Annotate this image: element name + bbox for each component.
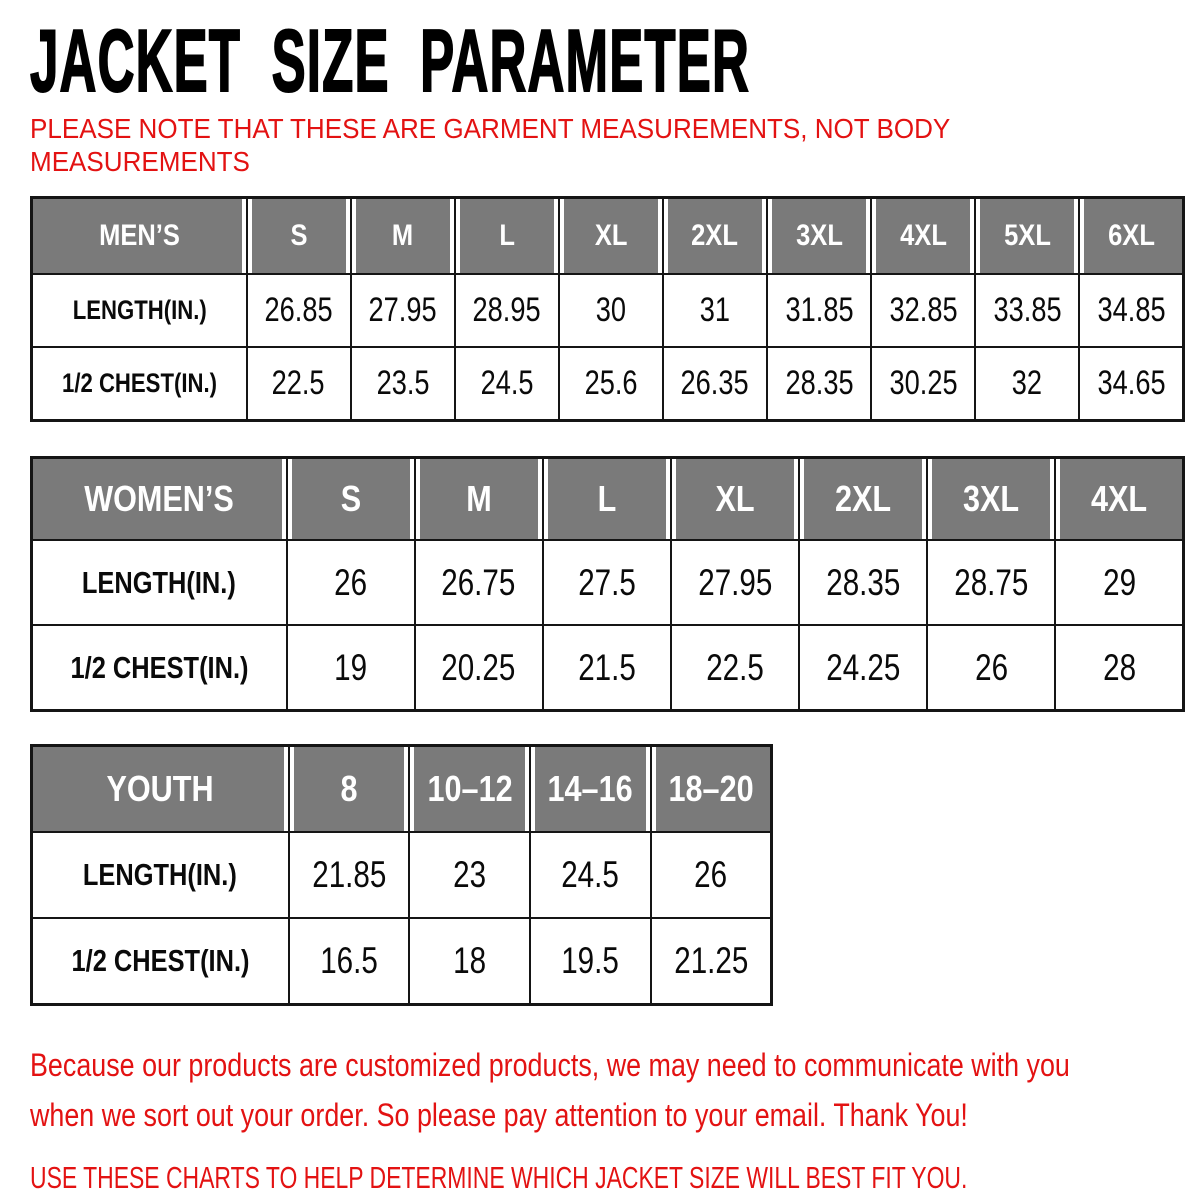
measurement-value-text: 28.35: [785, 364, 854, 402]
size-label-text: 18–20: [668, 768, 754, 809]
size-column-header: [927, 458, 1055, 541]
row-label-text: 1/2 CHEST(IN.): [71, 943, 250, 978]
row-label-cell: [32, 918, 289, 1005]
measurement-value-text: 25.6: [584, 364, 638, 402]
measurement-value-text: 22.5: [272, 364, 326, 402]
measurement-value-cell: [455, 347, 559, 421]
size-label-text: XL: [715, 478, 755, 519]
table-group-label: [32, 198, 247, 275]
size-column-header: [543, 458, 671, 541]
note-line-1: PLEASE NOTE THAT THESE ARE GARMENT MEASUREMENTS, NOT BODY: [30, 113, 951, 144]
measurement-value-text: 26.75: [441, 561, 516, 603]
chart-usage-note: USE THESE CHARTS TO HELP DETERMINE WHICH JACKET SIZE WILL BEST FIT YOU.: [30, 1160, 968, 1195]
group-label-text: WOMEN’S: [84, 478, 235, 519]
size-label-text: 10–12: [427, 768, 513, 809]
measurement-value-cell: [799, 540, 927, 625]
measurement-value-text: 23: [453, 854, 487, 895]
measurement-value-cell: [767, 274, 871, 347]
measurement-value-cell: [1079, 347, 1183, 421]
table-header-row: [32, 198, 1184, 275]
measurement-value-text: 29: [1102, 561, 1136, 603]
measurement-row: [32, 540, 1184, 625]
measurement-value-text: 31.85: [785, 291, 854, 329]
size-table-womens: [30, 456, 1185, 712]
size-column-header: [871, 198, 975, 275]
group-label-text: YOUTH: [106, 768, 214, 809]
row-label-cell: [32, 347, 247, 421]
measurement-value-text: 27.95: [697, 561, 773, 603]
measurement-value-cell: [530, 832, 651, 918]
size-column-header: [767, 198, 871, 275]
measurement-value-text: 27.5: [578, 561, 636, 603]
size-column-header: [415, 458, 543, 541]
measurement-value-cell: [409, 918, 530, 1005]
measurement-value-text: 26: [694, 854, 728, 895]
page-title: JACKET SIZE PARAMETER: [30, 11, 750, 110]
measurement-value-text: 20.25: [441, 646, 516, 688]
row-label-text: LENGTH(IN.): [82, 564, 237, 600]
measurement-value-cell: [927, 540, 1055, 625]
measurement-value-cell: [559, 347, 663, 421]
row-label-text: LENGTH(IN.): [72, 295, 207, 325]
measurement-value-cell: [409, 832, 530, 918]
measurement-value-cell: [1055, 540, 1183, 625]
measurement-value-cell: [287, 625, 415, 711]
size-label-text: 6XL: [1107, 219, 1155, 252]
measurement-value-cell: [651, 832, 772, 918]
measurement-value-cell: [455, 274, 559, 347]
measurement-value-text: 26: [334, 561, 368, 603]
table-group-label: [32, 458, 287, 541]
size-label-text: 2XL: [835, 478, 892, 519]
size-label-text: L: [597, 478, 617, 519]
row-label-cell: [32, 832, 289, 918]
table-header-row: [32, 746, 772, 833]
size-column-header: [651, 746, 772, 833]
measurement-value-cell: [871, 347, 975, 421]
measurement-value-cell: [799, 625, 927, 711]
size-column-header: [975, 198, 1079, 275]
measurement-value-text: 21.25: [673, 940, 748, 981]
measurement-value-text: 31: [699, 291, 731, 329]
table-header-row: [32, 458, 1184, 541]
measurement-value-cell: [671, 625, 799, 711]
measurement-value-text: 21.5: [578, 646, 636, 688]
size-table-youth: [30, 744, 773, 1006]
measurement-row: [32, 347, 1184, 421]
measurement-value-text: 30: [595, 291, 627, 329]
measurement-value-text: 19: [334, 646, 368, 688]
measurement-value-cell: [530, 918, 651, 1005]
size-label-text: XL: [594, 219, 628, 252]
measurement-value-cell: [663, 274, 767, 347]
measurement-value-cell: [1079, 274, 1183, 347]
measurement-value-cell: [289, 832, 410, 918]
size-column-header: [287, 458, 415, 541]
measurement-value-text: 33.85: [993, 291, 1062, 329]
measurement-value-text: 28.95: [472, 291, 541, 329]
measurement-value-text: 30.25: [889, 364, 958, 402]
measurement-value-text: 24.5: [480, 364, 534, 402]
measurement-value-cell: [543, 625, 671, 711]
size-column-header: [1079, 198, 1183, 275]
row-label-text: LENGTH(IN.): [83, 857, 238, 892]
size-column-header: [455, 198, 559, 275]
size-label-text: 3XL: [963, 478, 1020, 519]
measurement-value-cell: [247, 274, 351, 347]
size-label-text: 4XL: [899, 219, 947, 252]
measurement-value-cell: [559, 274, 663, 347]
customization-notice-line-1: Because our products are customized products, we may need to communicate with you: [30, 1047, 1070, 1083]
size-label-text: 4XL: [1091, 478, 1148, 519]
measurement-value-text: 28.35: [826, 561, 901, 603]
measurement-value-text: 26: [974, 646, 1008, 688]
measurement-value-text: 26.35: [680, 364, 750, 402]
measurement-value-text: 27.95: [368, 291, 437, 329]
size-column-header: [663, 198, 767, 275]
size-column-header: [247, 198, 351, 275]
measurement-value-text: 34.65: [1097, 364, 1166, 402]
group-label-text: MEN’S: [98, 219, 180, 252]
measurement-value-text: 26.85: [264, 291, 333, 329]
measurement-value-text: 28: [1102, 646, 1136, 688]
size-column-header: [1055, 458, 1183, 541]
measurement-value-text: 32: [1012, 364, 1043, 402]
size-column-header: [289, 746, 410, 833]
measurement-row: [32, 274, 1184, 347]
measurement-value-cell: [975, 347, 1079, 421]
size-tables: [30, 196, 1200, 1006]
measurement-value-cell: [287, 540, 415, 625]
customization-notice-line-2: when we sort out your order. So please pay attention to your email. Thank You!: [30, 1097, 968, 1133]
size-column-header: [559, 198, 663, 275]
size-label-text: L: [498, 219, 515, 252]
measurement-value-text: 24.25: [826, 646, 901, 688]
size-column-header: [530, 746, 651, 833]
size-column-header: [799, 458, 927, 541]
measurement-value-cell: [671, 540, 799, 625]
row-label-cell: [32, 274, 247, 347]
garment-measurements-note: [30, 112, 1200, 178]
measurement-value-text: 34.85: [1097, 291, 1166, 329]
measurement-value-text: 23.5: [376, 364, 430, 402]
row-label-cell: [32, 625, 287, 711]
measurement-value-cell: [663, 347, 767, 421]
size-label-text: 2XL: [691, 219, 739, 252]
row-label-text: 1/2 CHEST(IN.): [61, 368, 217, 398]
page: [0, 11, 1200, 1198]
measurement-value-text: 32.85: [889, 291, 958, 329]
measurement-value-text: 16.5: [320, 940, 378, 981]
measurement-value-cell: [415, 625, 543, 711]
measurement-row: [32, 832, 772, 918]
measurement-value-cell: [415, 540, 543, 625]
table-group-label: [32, 746, 289, 833]
size-column-header: [409, 746, 530, 833]
measurement-value-text: 22.5: [706, 646, 764, 688]
size-label-text: S: [290, 219, 308, 252]
size-column-header: [351, 198, 455, 275]
measurement-value-cell: [871, 274, 975, 347]
row-label-text: 1/2 CHEST(IN.): [70, 649, 249, 685]
measurement-value-cell: [351, 274, 455, 347]
measurement-value-text: 28.75: [954, 561, 1029, 603]
measurement-row: [32, 918, 772, 1005]
measurement-value-cell: [247, 347, 351, 421]
measurement-value-cell: [1055, 625, 1183, 711]
measurement-row: [32, 625, 1184, 711]
note-line-2: MEASUREMENTS: [30, 146, 250, 177]
measurement-value-cell: [651, 918, 772, 1005]
size-label-text: 3XL: [795, 219, 843, 252]
size-label-text: 8: [340, 768, 358, 809]
size-label-text: S: [340, 478, 361, 519]
measurement-value-text: 18: [453, 940, 487, 981]
size-label-text: M: [465, 478, 492, 519]
size-label-text: M: [392, 219, 414, 252]
size-column-header: [671, 458, 799, 541]
measurement-value-cell: [289, 918, 410, 1005]
size-label-text: 14–16: [547, 768, 633, 809]
measurement-value-text: 21.85: [311, 854, 386, 895]
measurement-value-cell: [927, 625, 1055, 711]
customization-notice: [30, 1040, 1200, 1140]
size-label-text: 5XL: [1003, 219, 1051, 252]
measurement-value-cell: [767, 347, 871, 421]
size-table-mens: [30, 196, 1185, 422]
measurement-value-cell: [543, 540, 671, 625]
measurement-value-text: 24.5: [561, 854, 620, 895]
measurement-value-text: 19.5: [561, 940, 620, 981]
measurement-value-cell: [351, 347, 455, 421]
measurement-value-cell: [975, 274, 1079, 347]
row-label-cell: [32, 540, 287, 625]
